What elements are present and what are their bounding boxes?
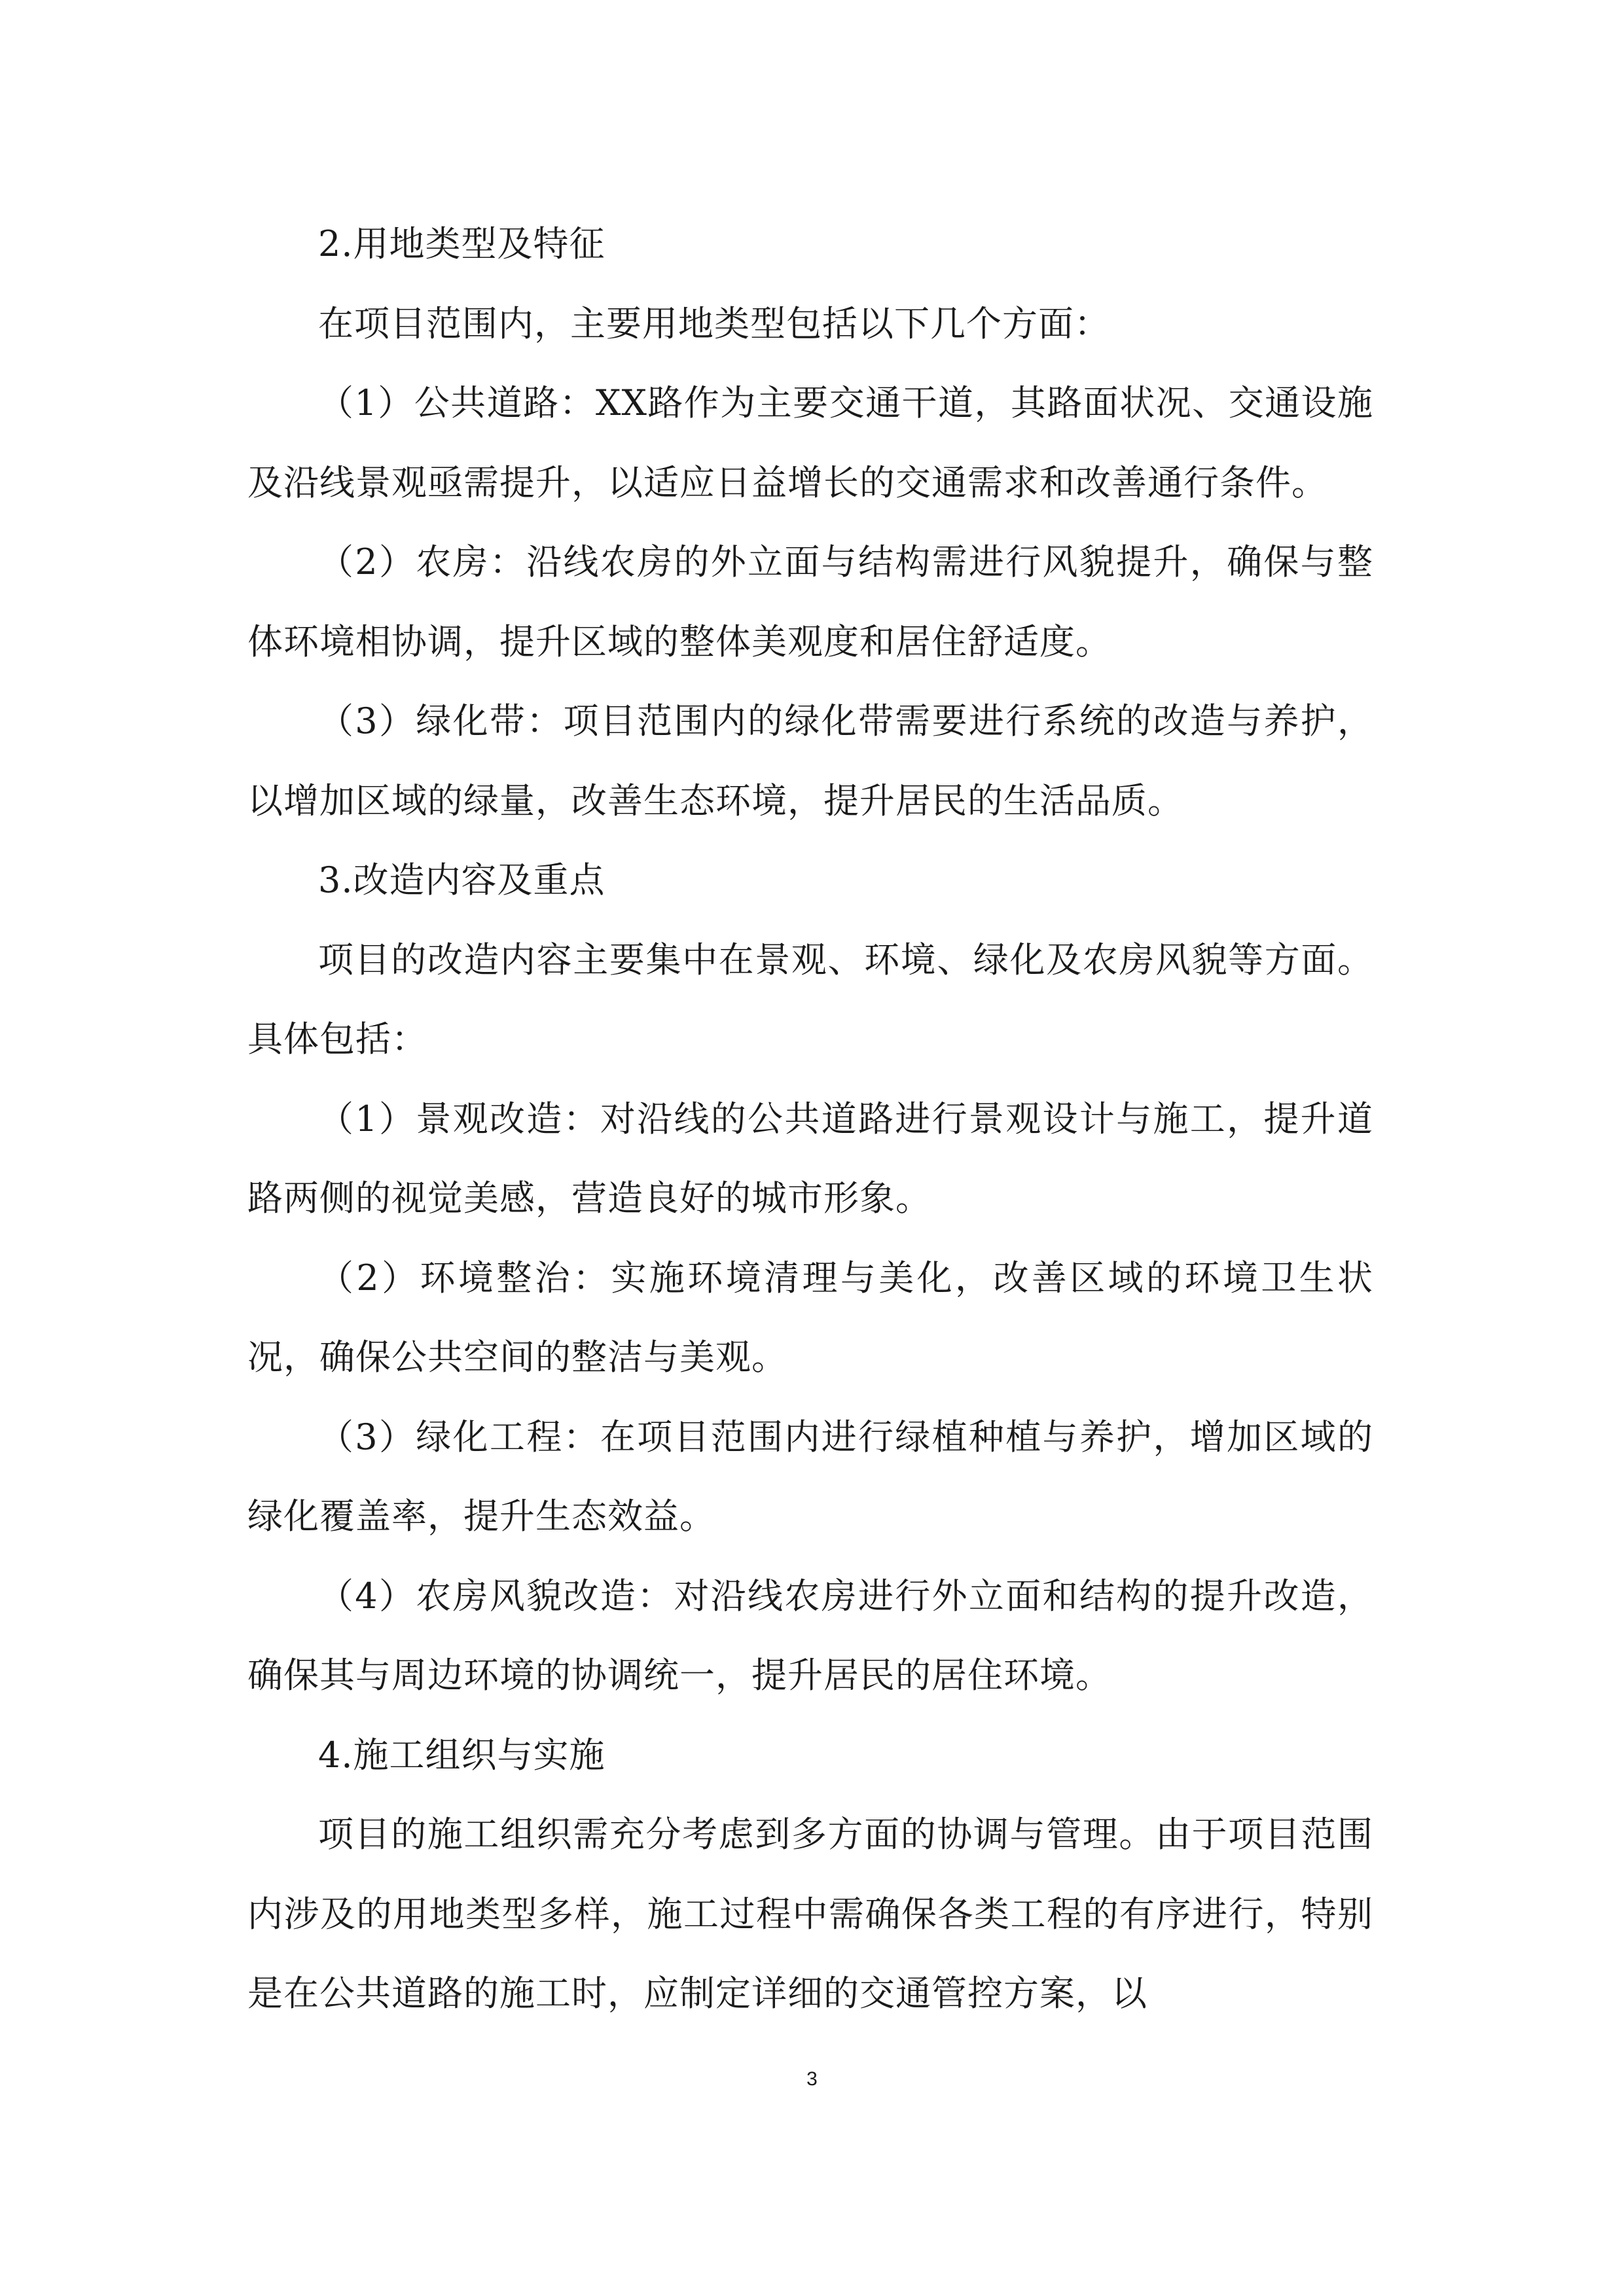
paragraph-land-use-intro: 在项目范围内，主要用地类型包括以下几个方面：	[318, 302, 1110, 344]
body-text	[247, 204, 1373, 2034]
paragraph-landscape: （1）景观改造：对沿线的公共道路进行景观设计与施工，提升道路两侧的视觉美感，营造良好的城市形象。	[247, 1098, 1373, 1219]
paragraph-farm-houses: （2）农房：沿线农房的外立面与结构需进行风貌提升，确保与整体环境相协调，提升区域的整体美观度和居住舒适度。	[247, 541, 1373, 662]
paragraph-farmhouse-style: （4）农房风貌改造：对沿线农房进行外立面和结构的提升改造，确保其与周边环境的协调统一，提升居民的居住环境。	[247, 1575, 1373, 1696]
paragraph-public-roads: （1）公共道路：XX路作为主要交通干道，其路面状况、交通设施及沿线景观亟需提升，以适应日益增长的交通需求和改善通行条件。	[247, 382, 1373, 503]
paragraph-green-belt: （3）绿化带：项目范围内的绿化带需要进行系统的改造与养护，以增加区域的绿量，改善生态环境，提升居民的生活品质。	[247, 700, 1373, 821]
paragraph-greening: （3）绿化工程：在项目范围内进行绿植种植与养护，增加区域的绿化覆盖率，提升生态效益。	[247, 1416, 1373, 1537]
paragraph-environment: （2）环境整治：实施环境清理与美化，改善区域的环境卫生状况，确保公共空间的整洁与美观。	[247, 1257, 1373, 1378]
page-number: 3	[806, 2068, 818, 2090]
paragraph-renovation-intro: 项目的改造内容主要集中在景观、环境、绿化及农房风貌等方面。具体包括：	[247, 939, 1373, 1060]
section-heading-construction: 4.施工组织与实施	[318, 1734, 605, 1776]
section-heading-renovation: 3.改造内容及重点	[318, 859, 605, 901]
paragraph-construction: 项目的施工组织需充分考虑到多方面的协调与管理。由于项目范围内涉及的用地类型多样，施工过程中需确保各类工程的有序进行，特别是在公共道路的施工时，应制定详细的交通管控方案，以	[247, 1814, 1373, 2014]
section-heading-land-use: 2.用地类型及特征	[318, 223, 605, 264]
